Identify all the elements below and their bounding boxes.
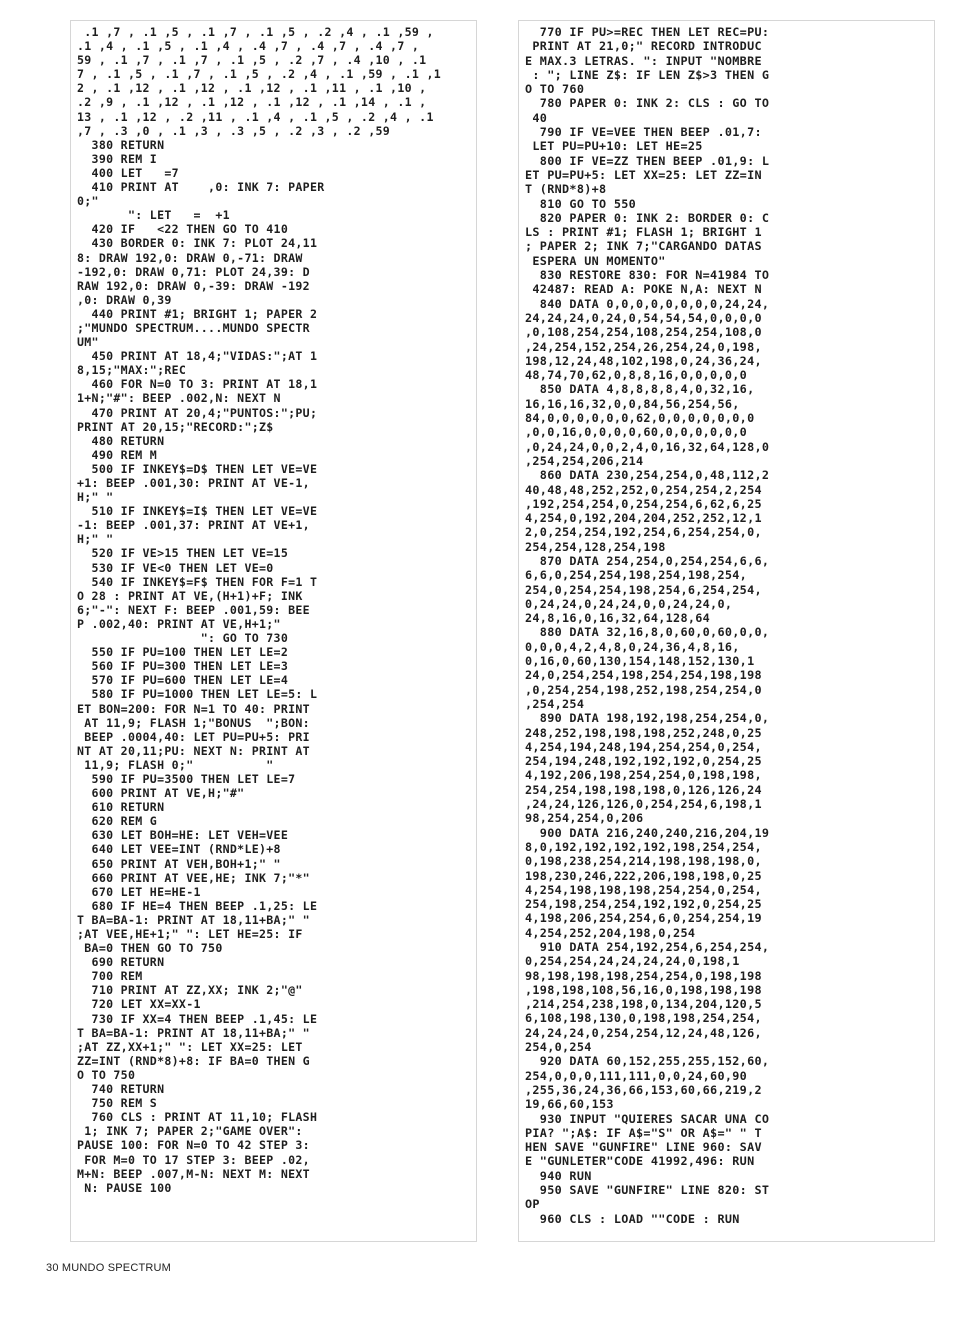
code-line: 670 LET HE=HE-1 — [77, 884, 201, 899]
code-line: ": LET = +1 — [77, 208, 230, 223]
code-line: 6;"-": NEXT F: BEEP .001,59: BEE — [77, 602, 310, 617]
code-line: 16,16,16,32,0,0,84,56,254,56, — [525, 396, 740, 411]
code-line: 6,108,198,130,0,198,198,254,254, — [525, 1011, 762, 1026]
code-line: 520 IF VE>15 THEN LET VE=15 — [77, 546, 289, 561]
code-line: ": GO TO 730 — [77, 631, 289, 646]
code-line: ,0: DRAW 0,39 — [77, 292, 172, 307]
code-line: ,7 , .3 ,0 , .1 ,3 , .3 ,5 , .2 ,3 , .2 ,59 — [77, 123, 391, 138]
code-line: 730 IF XX=4 THEN BEEP .1,45: LE — [77, 1011, 318, 1026]
code-line: 570 IF PU=600 THEN LET LE=4 — [77, 673, 289, 688]
code-line: ;AT VEE,HE+1;" ": LET HE=25: IF — [77, 927, 303, 941]
code-line: .1 ,7 , .1 ,5 , .1 ,7 , .1 ,5 , .2 ,4 , .1 ,59 , — [77, 25, 434, 39]
code-line: ,24,24,126,126,0,254,254,6,198,1 — [525, 797, 762, 812]
code-line: 13 , .1 ,12 , .2 ,11 , .1 ,4 , .1 ,5 , .2 ,4 , .1 — [77, 109, 434, 124]
code-line: 0,24,24,0,24,24,0,0,24,24,0, — [525, 596, 733, 611]
code-line: ZZ=INT (RND*8)+8: IF BA=0 THEN G — [77, 1053, 310, 1068]
code-line: 940 RUN — [525, 1168, 592, 1183]
code-line: 830 RESTORE 830: FOR N=41984 TO — [525, 268, 770, 283]
code-line: 98,198,198,198,254,254,0,198,198 — [525, 968, 762, 983]
code-line: 254,194,248,192,192,192,0,254,25 — [525, 754, 762, 769]
code-line: ;AT ZZ,XX+1;" ": LET XX=25: LET — [77, 1039, 303, 1054]
code-line: 254,0,254,254,198,254,6,254,254, — [525, 582, 762, 597]
code-line: 8,0,192,192,192,192,198,254,254, — [525, 839, 762, 854]
code-line: 590 IF PU=3500 THEN LET LE=7 — [77, 771, 296, 786]
code-line: ,255,36,24,36,66,153,60,66,219,2 — [525, 1082, 762, 1097]
code-line: ,0,24,24,0,0,2,4,0,16,32,64,128,0 — [525, 439, 770, 454]
code-line: 7 , .1 ,5 , .1 ,7 , .1 ,5 , .2 ,4 , .1 ,59 , .1 ,1 — [77, 67, 442, 82]
code-line: 820 PAPER 0: INK 2: BORDER 0: C — [525, 210, 770, 225]
code-line: 24,24,24,0,24,0,54,54,54,0,0,0,0 — [525, 310, 762, 325]
code-line: 2,0,254,254,192,254,6,254,254,0, — [525, 525, 762, 540]
code-line: 6,6,0,254,254,198,254,198,254, — [525, 568, 748, 583]
code-line: 770 IF PU>=REC THEN LET REC=PU: — [525, 25, 770, 39]
basic-listing-left — [71, 21, 476, 1199]
code-line: 11,9; FLASH 0;" " — [77, 757, 274, 772]
code-line: 0,16,0,60,130,154,148,152,130,1 — [525, 654, 755, 669]
code-line: 40 — [525, 110, 548, 125]
code-line: E MAX.3 LETRAS. ": INPUT "NOMBRE — [525, 53, 762, 68]
page-footer — [46, 1262, 171, 1274]
code-line: 650 PRINT AT VEH,BOH+1;" " — [77, 856, 281, 871]
code-line: O TO 750 — [77, 1067, 136, 1082]
code-line: 42487: READ A: POKE N,A: NEXT N — [525, 282, 762, 297]
code-line: 870 DATA 254,254,0,254,254,6,6, — [525, 553, 770, 568]
code-line: 860 DATA 230,254,254,0,48,112,2 — [525, 468, 770, 483]
code-line: 380 RETURN — [77, 137, 165, 152]
code-line: 48,74,70,62,0,8,8,16,0,0,0,0,0 — [525, 368, 748, 383]
code-line: 890 DATA 198,192,198,254,254,0, — [525, 711, 770, 726]
right-listing-column — [518, 20, 935, 1242]
code-line: 4,254,194,248,194,254,254,0,254, — [525, 739, 762, 754]
code-line: 24,0,254,254,198,254,254,198,198 — [525, 668, 762, 683]
code-line: 198,230,246,222,206,198,198,0,25 — [525, 868, 762, 883]
code-line: M+N: BEEP .007,M-N: NEXT M: NEXT — [77, 1166, 310, 1181]
code-line: T BA=BA-1: PRINT AT 18,11+BA;" " — [77, 1025, 310, 1040]
code-line: 59 , .1 ,7 , .1 ,7 , .1 ,5 , .2 ,7 , .4 ,10 , .1 — [77, 53, 427, 68]
code-line: 470 PRINT AT 20,4;"PUNTOS:";PU; — [77, 405, 318, 420]
code-line: ,254,254 — [525, 696, 585, 711]
code-line: 850 DATA 4,8,8,8,8,4,0,32,16, — [525, 382, 755, 397]
code-line: ESPERA UN MOMENTO" — [525, 253, 666, 268]
code-line: -1: BEEP .001,37: PRINT AT VE+1, — [77, 518, 310, 533]
code-line: 0;" — [77, 194, 99, 209]
code-line: : "; LINE Z$: IF LEN Z$>3 THEN G — [525, 67, 770, 82]
code-line: ,214,254,238,198,0,134,204,120,5 — [525, 997, 762, 1012]
code-line: FOR M=0 TO 17 STEP 3: BEEP .02, — [77, 1152, 310, 1167]
code-line: 550 IF PU=100 THEN LET LE=2 — [77, 645, 289, 660]
code-line: 660 PRINT AT VEE,HE; INK 7;"*" — [77, 870, 310, 885]
code-line: 710 PRINT AT ZZ,XX; INK 2;"@" — [77, 983, 303, 998]
code-line: 0,198,238,254,214,198,198,198,0, — [525, 854, 762, 869]
code-line: 4,254,198,198,198,254,254,0,254, — [525, 882, 762, 897]
code-line: 630 LET BOH=HE: LET VEH=VEE — [77, 828, 289, 843]
code-line: .1 ,4 , .1 ,5 , .1 ,4 , .4 ,7 , .4 ,7 , .4 ,7 , — [77, 39, 420, 54]
code-line: O 28 : PRINT AT VE,(H+1)+F; INK — [77, 588, 303, 603]
code-line: 610 RETURN — [77, 800, 165, 815]
code-line: 84,0,0,0,0,0,0,62,0,0,0,0,0,0,0 — [525, 411, 755, 426]
code-line: 420 IF <22 THEN GO TO 410 — [77, 222, 289, 237]
code-line: 254,0,254 — [525, 1040, 592, 1055]
left-listing-column — [70, 20, 477, 1242]
code-line: LS : PRINT #1; FLASH 1; BRIGHT 1 — [525, 225, 762, 240]
code-line: 540 IF INKEY$=F$ THEN FOR F=1 T — [77, 574, 318, 589]
code-line: ,192,254,254,0,254,254,6,62,6,25 — [525, 496, 762, 511]
code-line: ,0,0,16,0,0,0,0,60,0,0,0,0,0,0 — [525, 425, 748, 440]
code-line: 500 IF INKEY$=D$ THEN LET VE=VE — [77, 461, 318, 476]
code-line: ; PAPER 2; INK 7;"CARGANDO DATAS — [525, 239, 762, 254]
code-line: 248,252,198,198,198,252,248,0,25 — [525, 725, 762, 740]
code-line: 840 DATA 0,0,0,0,0,0,0,0,24,24, — [525, 296, 770, 311]
code-line: 4,192,206,198,254,254,0,198,198, — [525, 768, 762, 783]
code-line: T (RND*8)+8 — [525, 182, 607, 197]
code-line: 760 CLS : PRINT AT 11,10; FLASH — [77, 1110, 318, 1125]
code-line: 450 PRINT AT 18,4;"VIDAS:";AT 1 — [77, 349, 318, 364]
code-line: 1+N;"#": BEEP .002,N: NEXT N — [77, 391, 281, 406]
code-line: 98,254,254,0,206 — [525, 811, 644, 826]
code-line: 530 IF VE<0 THEN LET VE=0 — [77, 560, 274, 575]
code-line: 620 REM G — [77, 814, 158, 829]
code-line: 800 IF VE=ZZ THEN BEEP .01,9: L — [525, 153, 770, 168]
code-line: 790 IF VE=VEE THEN BEEP .01,7: — [525, 125, 762, 140]
code-line: 510 IF INKEY$=I$ THEN LET VE=VE — [77, 504, 318, 519]
code-line: N: PAUSE 100 — [77, 1180, 172, 1195]
code-line: 960 CLS : LOAD ""CODE : RUN — [525, 1211, 740, 1226]
code-line: UM" — [77, 335, 99, 350]
code-line: ET BON=200: FOR N=1 TO 40: PRINT — [77, 701, 310, 716]
code-line: ET PU=PU+5: LET XX=25: LET ZZ=IN — [525, 167, 762, 182]
code-line: 0,254,254,24,24,24,24,0,198,1 — [525, 954, 740, 969]
code-line: 400 LET =7 — [77, 165, 179, 180]
code-line: 24,24,24,0,254,254,12,24,48,126, — [525, 1025, 762, 1040]
code-line: 8,15;"MAX:";REC — [77, 363, 187, 378]
code-line: OP — [525, 1197, 540, 1212]
code-line: 4,198,206,254,254,6,0,254,254,19 — [525, 911, 762, 926]
code-line: 254,0,0,0,111,111,0,0,24,60,90 — [525, 1068, 748, 1083]
code-line: HEN SAVE "GUNFIRE" LINE 960: SAV — [525, 1140, 762, 1155]
code-line: 680 IF HE=4 THEN BEEP .1,25: LE — [77, 898, 318, 913]
code-line: +1: BEEP .001,30: PRINT AT VE-1, — [77, 476, 310, 490]
code-line: ,0,254,254,198,252,198,254,254,0 — [525, 682, 762, 697]
code-line: ,198,198,108,56,16,0,198,198,198 — [525, 982, 762, 997]
code-line: 930 INPUT "QUIERES SACAR UNA CO — [525, 1111, 770, 1126]
code-line: ,0,108,254,254,108,254,254,108,0 — [525, 325, 762, 340]
code-line: 720 LET XX=XX-1 — [77, 997, 201, 1012]
code-line: 560 IF PU=300 THEN LET LE=3 — [77, 659, 289, 674]
code-line: 19,66,60,153 — [525, 1097, 614, 1112]
code-line: 8: DRAW 192,0: DRAW 0,-71: DRAW — [77, 250, 303, 265]
code-line: 880 DATA 32,16,8,0,60,0,60,0,0, — [525, 625, 770, 640]
code-line: E "GUNLETER"CODE 41992,496: RUN — [525, 1154, 755, 1169]
code-line: LET PU=PU+10: LET HE=25 — [525, 139, 703, 154]
code-line: NT AT 20,11;PU: NEXT N: PRINT AT — [77, 743, 310, 758]
code-line: PRINT AT 20,15;"RECORD:";Z$ — [77, 419, 274, 434]
code-line: 1; INK 7; PAPER 2;"GAME OVER": — [77, 1124, 303, 1139]
code-line: 410 PRINT AT ,0: INK 7: PAPER — [77, 180, 325, 195]
code-line: 4,254,252,204,198,0,254 — [525, 925, 696, 940]
code-line: 900 DATA 216,240,240,216,204,19 — [525, 825, 770, 840]
code-line: 460 FOR N=0 TO 3: PRINT AT 18,1 — [77, 377, 318, 392]
code-line: T BA=BA-1: PRINT AT 18,11+BA;" " — [77, 912, 310, 927]
code-line: 254,254,128,254,198 — [525, 539, 666, 554]
code-line: 600 PRINT AT VE,H;"#" — [77, 786, 245, 801]
code-line: ,24,254,152,254,26,254,24,0,198, — [525, 339, 762, 354]
code-line: 950 SAVE "GUNFIRE" LINE 820: ST — [525, 1183, 770, 1198]
code-line: 490 REM M — [77, 447, 158, 462]
code-line: 920 DATA 60,152,255,255,152,60, — [525, 1054, 770, 1069]
code-line: 640 LET VEE=INT (RND*LE)+8 — [77, 842, 281, 857]
code-line: 24,8,16,0,16,32,64,128,64 — [525, 611, 711, 626]
magazine-name: MUNDO SPECTRUM — [61, 1262, 172, 1274]
code-line: 480 RETURN — [77, 433, 165, 448]
code-line: PIA? ";A$: IF A$="S" OR A$=" " T — [525, 1125, 762, 1140]
code-line: -192,0: DRAW 0,71: PLOT 24,39: D — [77, 264, 310, 279]
code-line: 580 IF PU=1000 THEN LET LE=5: L — [77, 687, 318, 702]
code-line: BA=0 THEN GO TO 750 — [77, 941, 223, 956]
code-line: 390 REM I — [77, 151, 158, 166]
code-line: 740 RETURN — [77, 1082, 165, 1097]
code-line: 910 DATA 254,192,254,6,254,254, — [525, 940, 770, 954]
code-line: 750 REM S — [77, 1096, 158, 1111]
code-line: ,254,254,206,214 — [525, 453, 644, 468]
code-line: P .002,40: PRINT AT VE,H+1;" — [77, 616, 281, 631]
code-line: BEEP .0004,40: LET PU=PU+5: PRI — [77, 729, 310, 744]
code-line: 2 , .1 ,12 , .1 ,12 , .1 ,12 , .1 ,11 , .1 ,10 , — [77, 81, 427, 96]
code-line: H;" " — [77, 532, 114, 547]
code-line: 254,254,198,198,198,0,126,126,24 — [525, 782, 762, 797]
code-line: 810 GO TO 550 — [525, 196, 637, 211]
code-line: PRINT AT 21,0;" RECORD INTRODUC — [525, 39, 762, 54]
code-line: .2 ,9 , .1 ,12 , .1 ,12 , .1 ,12 , .1 ,14 , .1 , — [77, 95, 427, 110]
code-line: O TO 760 — [525, 82, 585, 97]
code-line: 700 REM — [77, 969, 143, 984]
code-line: 198,12,24,48,102,198,0,24,36,24, — [525, 353, 762, 368]
code-line: 780 PAPER 0: INK 2: CLS : GO TO — [525, 96, 770, 111]
code-line: 40,48,48,252,252,0,254,254,2,254 — [525, 482, 762, 497]
code-line: 4,254,0,192,204,204,252,252,12,1 — [525, 511, 762, 526]
code-line: ;"MUNDO SPECTRUM....MUNDO SPECTR — [77, 320, 310, 335]
code-line: PAUSE 100: FOR N=0 TO 42 STEP 3: — [77, 1138, 310, 1153]
code-line: AT 11,9; FLASH 1;"BONUS ";BON: — [77, 715, 310, 730]
code-line: 690 RETURN — [77, 955, 165, 970]
basic-listing-right — [519, 21, 934, 1230]
code-line: 0,0,0,4,2,4,8,0,24,36,4,8,16, — [525, 639, 740, 654]
code-line: RAW 192,0: DRAW 0,-39: DRAW -192 — [77, 278, 310, 293]
code-line: 430 BORDER 0: INK 7: PLOT 24,11 — [77, 236, 318, 251]
code-line: 440 PRINT #1; BRIGHT 1; PAPER 2 — [77, 306, 318, 321]
page-number: 30 — [46, 1262, 59, 1274]
code-line: 254,198,254,254,192,192,0,254,25 — [525, 897, 762, 912]
code-line: H;" " — [77, 490, 114, 505]
